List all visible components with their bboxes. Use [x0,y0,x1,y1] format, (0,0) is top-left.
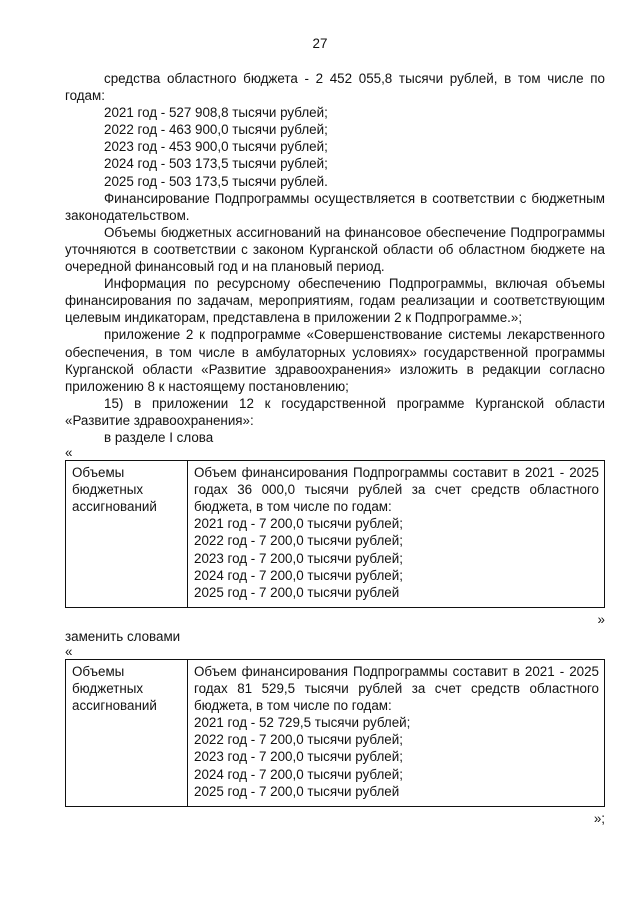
table-row [66,660,605,807]
page-number: 27 [312,36,328,51]
table-old-wording [65,460,605,608]
paragraph-item-15: 15) в приложении 12 к государственной программе Курганской области «Развитие здравоохранения»: [65,395,605,428]
document-body [65,70,605,827]
close-quote: »; [593,810,605,826]
replace-label: заменить словами [65,628,181,644]
year-line: 2025 год - 503 173,5 тысячи рублей. [104,173,328,189]
funding-intro: Объем финансирования Подпрограммы составит в 2021 - 2025 годах 36 000,0 тысячи рублей за счет средств областного бюджета, в том числе по годам: [194,465,599,515]
table-label-cell: Объемы бюджетных ассигнований [66,461,188,608]
year-line: 2023 год - 453 900,0 тысячи рублей; [104,139,328,155]
year-line: 2022 год - 463 900,0 тысячи рублей; [104,122,328,138]
year-line: 2021 год - 52 729,5 тысячи рублей; [194,715,411,731]
year-line: 2024 год - 7 200,0 тысячи рублей; [194,567,403,583]
table-new-wording [65,659,605,807]
paragraph-section: в разделе I слова [104,429,214,445]
table-row [66,461,605,608]
year-line: 2022 год - 7 200,0 тысячи рублей; [194,533,403,549]
year-line: 2024 год - 503 173,5 тысячи рублей; [104,156,328,172]
paragraph-information: Информация по ресурсному обеспечению Подпрограммы, включая объемы финансирования по задачам, мероприятиям, годам реализации и соответствующим целевым индикаторам, представлена в приложении 2 к Подпрограмме.»; [65,276,605,326]
paragraph-appendix: приложение 2 к подпрограмме «Совершенствование системы лекарственного обеспечения, в том числе в амбулаторных условиях» государственной программы Курганской области «Развитие здравоохранения» изложить в редакции согласно приложению 8 к настоящему постановлению; [65,327,605,394]
paragraph-budget-total: средства областного бюджета - 2 452 055,8 тысячи рублей, в том числе по годам: [65,71,605,104]
funding-intro: Объем финансирования Подпрограммы составит в 2021 - 2025 годах 81 529,5 тысячи рублей за счет средств областного бюджета, в том числе по годам: [194,664,599,714]
year-line: 2022 год - 7 200,0 тысячи рублей; [194,732,403,748]
year-line: 2021 год - 527 908,8 тысячи рублей; [104,105,328,121]
paragraph-financing: Финансирование Подпрограммы осуществляется в соответствии с бюджетным законодательством. [65,190,605,223]
table-content-cell [188,461,605,608]
year-line: 2021 год - 7 200,0 тысячи рублей; [194,516,403,532]
open-quote: « [65,445,73,461]
year-line: 2024 год - 7 200,0 тысячи рублей; [194,766,403,782]
year-line: 2023 год - 7 200,0 тысячи рублей; [194,749,403,765]
year-line: 2023 год - 7 200,0 тысячи рублей; [194,550,403,566]
table-content-cell [188,660,605,807]
open-quote: « [65,644,73,659]
close-quote: » [597,611,605,627]
year-line: 2025 год - 7 200,0 тысячи рублей [194,584,400,600]
paragraph-allocations: Объемы бюджетных ассигнований на финансовое обеспечение Подпрограммы уточняются в соответствии с законом Курганской области об областном бюджете на очередной финансовый год и на плановый период. [65,224,605,275]
year-line: 2025 год - 7 200,0 тысячи рублей [194,783,400,799]
table-label-cell: Объемы бюджетных ассигнований [66,660,188,807]
